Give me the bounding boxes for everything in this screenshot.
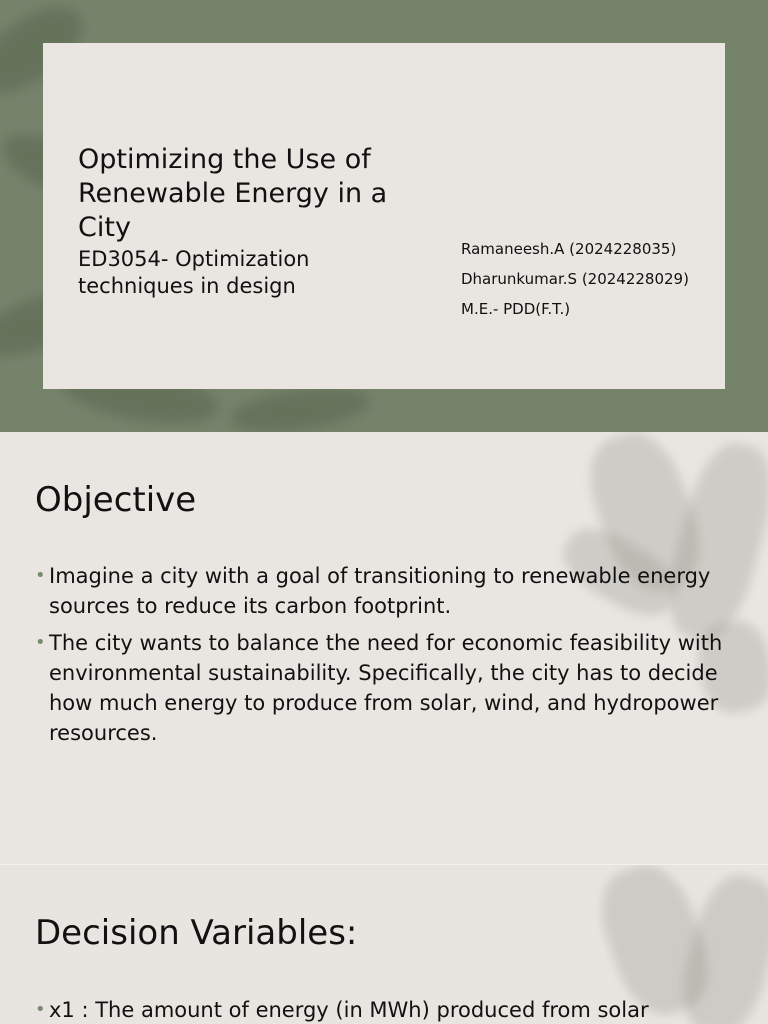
- bullet-dot-icon: •: [35, 565, 46, 586]
- slide-subtitle: ED3054- Optimization techniques in design: [78, 247, 310, 298]
- decision-variables-slide: [0, 864, 768, 1024]
- author-line: M.E.- PDD(F.T.): [461, 300, 571, 318]
- author-line: Dharunkumar.S (2024228029): [461, 270, 689, 288]
- bullet-text: x1 : The amount of energy (in MWh) produced from solar: [49, 998, 649, 1022]
- author-line: Ramaneesh.A (2024228035): [461, 240, 677, 258]
- bullet-list: [35, 995, 740, 1024]
- bullet-item: [35, 561, 740, 621]
- author-list: [461, 239, 711, 329]
- bullet-list: [35, 561, 740, 755]
- bullet-dot-icon: •: [35, 999, 46, 1020]
- bullet-item: [35, 995, 740, 1024]
- bullet-text: The city wants to balance the need for economic feasibility with environmental sustainability. Specifically, the city has to decide how much energy to produce from solar, wind, and hydropower resources.: [49, 631, 723, 745]
- slide-heading: Decision Variables:: [35, 913, 358, 953]
- slide-heading: Objective: [35, 480, 197, 520]
- bullet-item: [35, 628, 740, 748]
- objective-slide: [0, 432, 768, 864]
- slide-title: Optimizing the Use of Renewable Energy in a City: [78, 144, 388, 243]
- title-card: [43, 43, 725, 389]
- bullet-dot-icon: •: [35, 632, 46, 653]
- bullet-text: Imagine a city with a goal of transitioning to renewable energy sources to reduce its carbon footprint.: [49, 564, 711, 618]
- title-slide: [0, 0, 768, 432]
